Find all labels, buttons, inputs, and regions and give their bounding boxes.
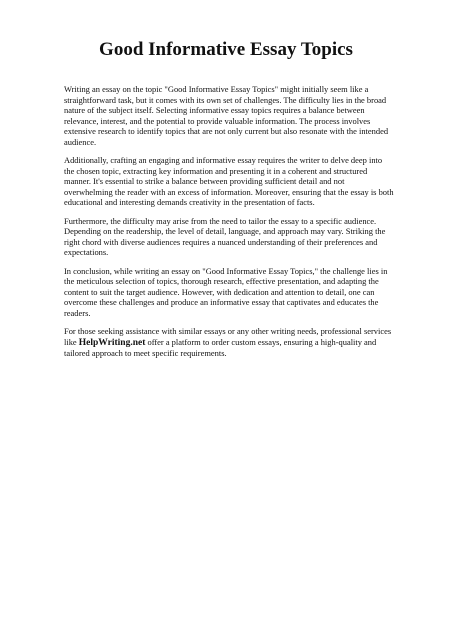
paragraph-2: Additionally, crafting an engaging and informative essay requires the writer to delve deep into the chosen topic, extracting key information and presenting it in a coherent and structured manner. It's essential to strike a balance between providing sufficient detail and not overwhelming the reader with an excess of information. Moreover, ensuring that the essay is both educational and interesting demands creativity in the presentation of facts. (64, 155, 394, 207)
paragraph-5 (64, 326, 394, 359)
closing-text-before: For those seeking assistance with similar essays or any other writing needs, professional services like (64, 326, 392, 347)
closing-text-after: offer a platform to order custom essays, ensuring a high-quality and tailored approach to meet specific requirements. (64, 336, 377, 358)
paragraph-4: In conclusion, while writing an essay on "Good Informative Essay Topics," the challenge lies in the meticulous selection of topics, thorough research, effective presentation, and adapting the content to suit the target audience. However, with dedication and attention to detail, one can overcome these challenges and produce an informative essay that captivates and educates the readers. (64, 265, 388, 318)
document-body (64, 84, 394, 367)
paragraph-3: Furthermore, the difficulty may arise from the need to tailor the essay to a specific audience. Depending on the readership, the level of detail, language, and approach may vary. Striking the right chord with diverse audiences requires a nuanced understanding of their preferences and expectations. (64, 215, 386, 257)
service-link[interactable]: HelpWriting.net (78, 337, 146, 348)
document-title: Good Informative Essay Topics (99, 39, 353, 60)
paragraph-1: Writing an essay on the topic "Good Informative Essay Topics" might initially seem like a straightforward task, but it comes with its own set of challenges. The difficulty lies in the broad nature of the subject itself. Selecting informative essay topics requires a balance between relevance, interest, and the potential to provide valuable information. The process involves extensive research to identify topics that are not only current but also resonate with the intended audience. (64, 84, 389, 147)
